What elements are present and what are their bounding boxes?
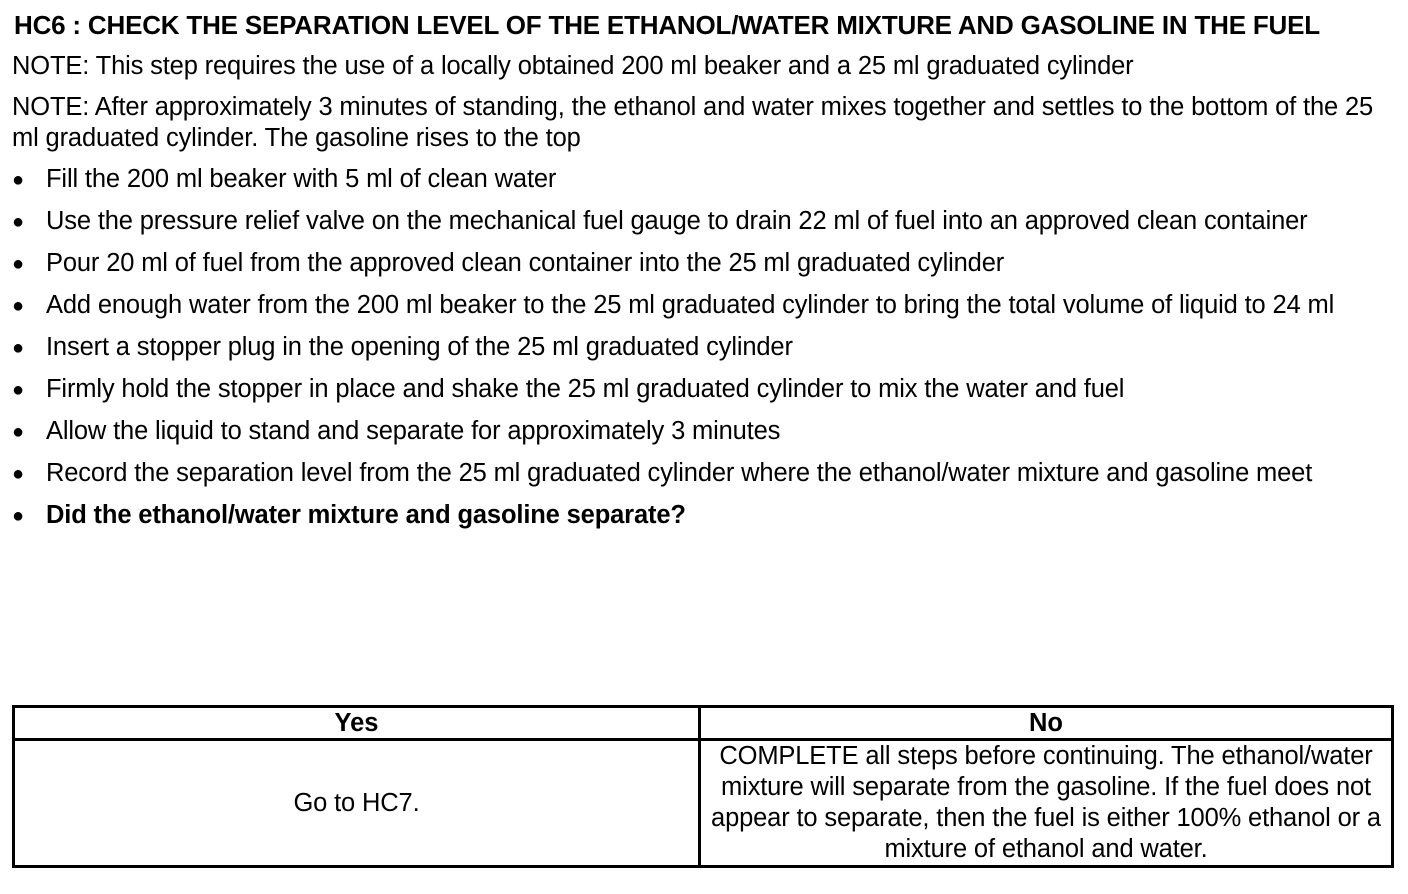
- step-list: [12, 164, 1396, 532]
- step-text: Insert a stopper plug in the opening of the 25 ml graduated cylinder: [46, 333, 793, 361]
- table-header-row: [14, 707, 1393, 740]
- bullet-icon: ●: [12, 463, 24, 485]
- step-text: Fill the 200 ml beaker with 5 ml of clean water: [46, 165, 557, 193]
- bullet-icon: ●: [12, 169, 24, 191]
- list-item: [12, 206, 1396, 238]
- bullet-icon: ●: [12, 295, 24, 317]
- list-item: [12, 248, 1396, 280]
- list-item: [12, 164, 1396, 196]
- step-text: Firmly hold the stopper in place and shake the 25 ml graduated cylinder to mix the water and fuel: [46, 375, 1125, 403]
- step-text: Add enough water from the 200 ml beaker to the 25 ml graduated cylinder to bring the total volume of liquid to 24 ml: [46, 291, 1335, 319]
- no-action-cell: COMPLETE all steps before continuing. The ethanol/water mixture will separate from the gasoline. If the fuel does not appear to separate, then the fuel is either 100% ethanol or a mixture of ethanol and water.: [700, 740, 1393, 867]
- yes-action-cell: Go to HC7.: [14, 740, 700, 867]
- bullet-icon: ●: [12, 253, 24, 275]
- list-item: [12, 374, 1396, 406]
- bullet-icon: ●: [12, 421, 24, 443]
- list-item: [12, 332, 1396, 364]
- note-settling: NOTE: After approximately 3 minutes of standing, the ethanol and water mixes together and settles to the bottom of the 25 ml graduated cylinder. The gasoline rises to the top: [12, 93, 1374, 152]
- step-text: Use the pressure relief valve on the mechanical fuel gauge to drain 22 ml of fuel into an approved clean container: [46, 207, 1308, 235]
- yes-header: Yes: [14, 707, 700, 740]
- decision-table: [12, 705, 1394, 868]
- bullet-icon: ●: [12, 505, 24, 527]
- step-text: Pour 20 ml of fuel from the approved clean container into the 25 ml graduated cylinder: [46, 249, 1005, 277]
- list-item: [12, 290, 1396, 322]
- list-item: [12, 500, 1396, 532]
- step-text: Record the separation level from the 25 ml graduated cylinder where the ethanol/water mixture and gasoline meet: [46, 459, 1313, 487]
- note-beaker: NOTE: This step requires the use of a locally obtained 200 ml beaker and a 25 ml graduated cylinder: [12, 52, 1134, 80]
- no-header: No: [700, 707, 1393, 740]
- list-item: [12, 458, 1396, 490]
- step-text: Allow the liquid to stand and separate for approximately 3 minutes: [46, 417, 781, 445]
- list-item: [12, 416, 1396, 448]
- page-title: HC6 : CHECK THE SEPARATION LEVEL OF THE ETHANOL/WATER MIXTURE AND GASOLINE IN THE FUEL: [14, 10, 1320, 40]
- decision-question: Did the ethanol/water mixture and gasoline separate?: [46, 501, 686, 529]
- table-row: [14, 740, 1393, 867]
- bullet-icon: ●: [12, 379, 24, 401]
- procedure-page: [12, 10, 1396, 542]
- bullet-icon: ●: [12, 211, 24, 233]
- bullet-icon: ●: [12, 337, 24, 359]
